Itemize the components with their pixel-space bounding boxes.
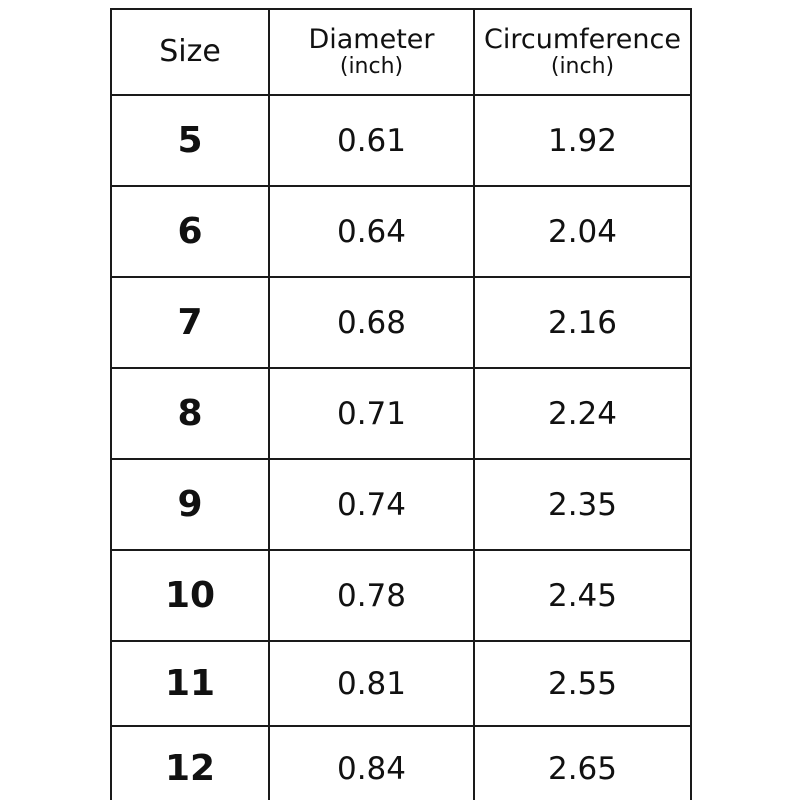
cell-size: 5 [111, 95, 269, 186]
cell-diameter: 0.71 [269, 368, 474, 459]
cell-diameter: 0.61 [269, 95, 474, 186]
cell-circumference: 1.92 [474, 95, 691, 186]
cell-circumference: 2.24 [474, 368, 691, 459]
table-row [111, 368, 691, 459]
cell-size: 11 [111, 641, 269, 726]
cell-diameter: 0.74 [269, 459, 474, 550]
cell-circumference: 2.16 [474, 277, 691, 368]
table-row [111, 277, 691, 368]
table-row [111, 641, 691, 726]
table-row [111, 459, 691, 550]
cell-size: 6 [111, 186, 269, 277]
table-body [111, 95, 691, 800]
cell-size: 8 [111, 368, 269, 459]
cell-circumference: 2.35 [474, 459, 691, 550]
table-header-row [111, 9, 691, 95]
column-header-circumference [474, 9, 691, 95]
table-row [111, 726, 691, 800]
table-row [111, 95, 691, 186]
cell-diameter: 0.64 [269, 186, 474, 277]
cell-diameter: 0.78 [269, 550, 474, 641]
table-header [111, 9, 691, 95]
size-chart-table [110, 8, 692, 800]
cell-size: 12 [111, 726, 269, 800]
table-row [111, 186, 691, 277]
cell-circumference: 2.04 [474, 186, 691, 277]
cell-circumference: 2.55 [474, 641, 691, 726]
cell-size: 10 [111, 550, 269, 641]
column-header-size [111, 9, 269, 95]
cell-circumference: 2.65 [474, 726, 691, 800]
cell-circumference: 2.45 [474, 550, 691, 641]
cell-size: 9 [111, 459, 269, 550]
column-header-circumference-label: Circumference [484, 23, 681, 55]
table-row [111, 550, 691, 641]
cell-size: 7 [111, 277, 269, 368]
column-header-diameter-unit: (inch) [339, 54, 404, 80]
column-header-diameter-label: Diameter [308, 23, 435, 55]
cell-diameter: 0.68 [269, 277, 474, 368]
column-header-circumference-unit: (inch) [550, 54, 615, 80]
column-header-diameter [269, 9, 474, 95]
column-header-size-label: Size [159, 34, 221, 70]
cell-diameter: 0.84 [269, 726, 474, 800]
cell-diameter: 0.81 [269, 641, 474, 726]
